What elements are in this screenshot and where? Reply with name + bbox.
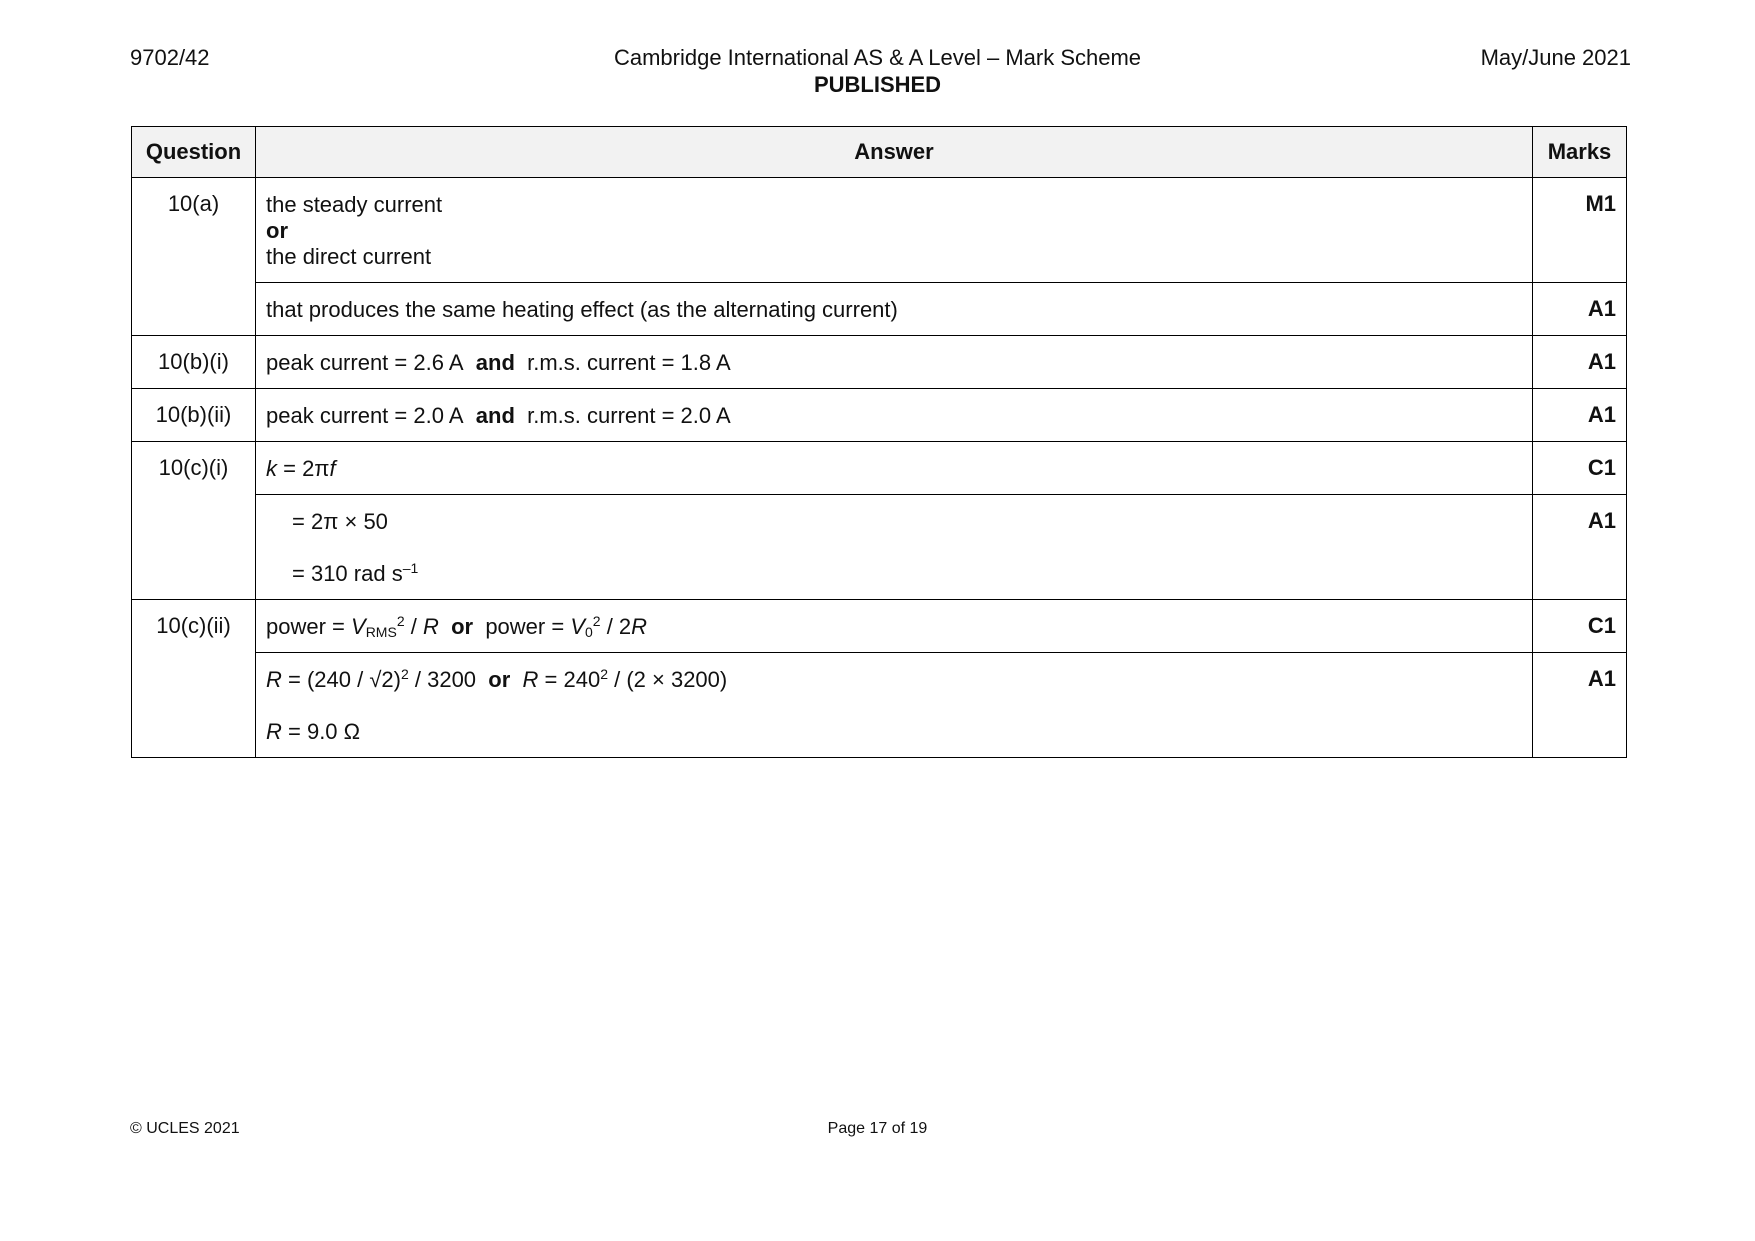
answer-text: that produces the same heating effect (as the alternating current) (266, 297, 898, 322)
mark-cell: A1 (1533, 336, 1627, 389)
variable-f: f (329, 456, 336, 481)
answer-result (266, 719, 1522, 745)
answer-text: = 9.0 Ω (281, 719, 361, 744)
variable-r: R (266, 667, 282, 692)
document-subtitle: PUBLISHED (813, 72, 942, 97)
page-number: Page 17 of 19 (827, 1120, 928, 1137)
answer-text: / 2 (600, 614, 632, 639)
subscript-rms: RMS (365, 624, 397, 640)
question-number: 10(a) (132, 178, 256, 336)
answer-text: / 3200 (408, 667, 477, 692)
table-row (132, 389, 1627, 442)
answer-cell (256, 178, 1533, 283)
table-row (132, 653, 1627, 758)
unit-exponent: –1 (402, 560, 419, 576)
table-row (132, 336, 1627, 389)
mark-cell: A1 (1533, 495, 1627, 600)
variable-r: R (631, 614, 648, 639)
answer-text: / (404, 614, 423, 639)
answer-text: peak current = 2.0 A (266, 403, 464, 428)
mark-cell: A1 (1533, 283, 1627, 336)
variable-v: V (351, 614, 366, 639)
question-number: 10(b)(ii) (132, 389, 256, 442)
answer-text: the steady current (266, 192, 443, 217)
mark-scheme-table (131, 126, 1627, 758)
answer-text: the direct current (266, 244, 432, 269)
variable-r: R (266, 719, 282, 744)
mark-cell: M1 (1533, 178, 1627, 283)
answer-connective: or (451, 614, 474, 639)
paper-code: 9702/42 (130, 45, 210, 70)
mark-cell: A1 (1533, 653, 1627, 758)
column-header-marks: Marks (1533, 127, 1627, 178)
mark-cell: A1 (1533, 389, 1627, 442)
question-number: 10(b)(i) (132, 336, 256, 389)
superscript: 2 (600, 666, 608, 682)
answer-text: = (240 / √2) (281, 667, 401, 692)
column-header-answer: Answer (256, 127, 1533, 178)
question-number: 10(c)(ii) (132, 600, 256, 758)
table-row (132, 178, 1627, 283)
copyright-notice: © UCLES 2021 (130, 1120, 240, 1137)
answer-connective: and (475, 403, 515, 428)
answer-cell (256, 336, 1533, 389)
mark-cell: C1 (1533, 442, 1627, 495)
answer-cell (256, 653, 1533, 758)
answer-cell (256, 495, 1533, 600)
answer-text: r.m.s. current = 1.8 A (527, 350, 731, 375)
answer-text: = 240 (538, 667, 601, 692)
document-title: Cambridge International AS & A Level – Mark Scheme (613, 45, 1142, 70)
answer-text: power = (266, 614, 351, 639)
superscript: 2 (592, 613, 601, 629)
answer-connective: or (488, 667, 511, 692)
answer-cell (256, 283, 1533, 336)
variable-v: V (570, 614, 585, 639)
answer-cell (256, 442, 1533, 495)
answer-text: = 310 rad s (292, 561, 403, 586)
answer-text: r.m.s. current = 2.0 A (527, 403, 731, 428)
answer-text: / (2 × 3200) (607, 667, 728, 692)
answer-text: = 2π × 50 (292, 509, 388, 534)
answer-connective: and (475, 350, 515, 375)
answer-result (266, 561, 1522, 587)
table-row (132, 600, 1627, 653)
question-number: 10(c)(i) (132, 442, 256, 600)
column-header-question: Question (132, 127, 256, 178)
table-row (132, 442, 1627, 495)
table-row (132, 495, 1627, 600)
superscript: 2 (396, 613, 405, 629)
answer-cell (256, 600, 1533, 653)
variable-k: k (266, 456, 277, 481)
answer-line (266, 667, 1522, 693)
variable-r: R (422, 614, 439, 639)
answer-cell (256, 389, 1533, 442)
mark-cell: C1 (1533, 600, 1627, 653)
answer-connective: or (266, 218, 288, 243)
answer-text: peak current = 2.6 A (266, 350, 464, 375)
subscript-zero: 0 (585, 624, 593, 640)
exam-session: May/June 2021 (1480, 45, 1631, 70)
table-header-row (132, 127, 1627, 178)
answer-text: = 2π (277, 456, 330, 481)
table-row (132, 283, 1627, 336)
variable-r: R (522, 667, 539, 692)
superscript: 2 (400, 666, 409, 682)
answer-text: power = (485, 614, 571, 639)
